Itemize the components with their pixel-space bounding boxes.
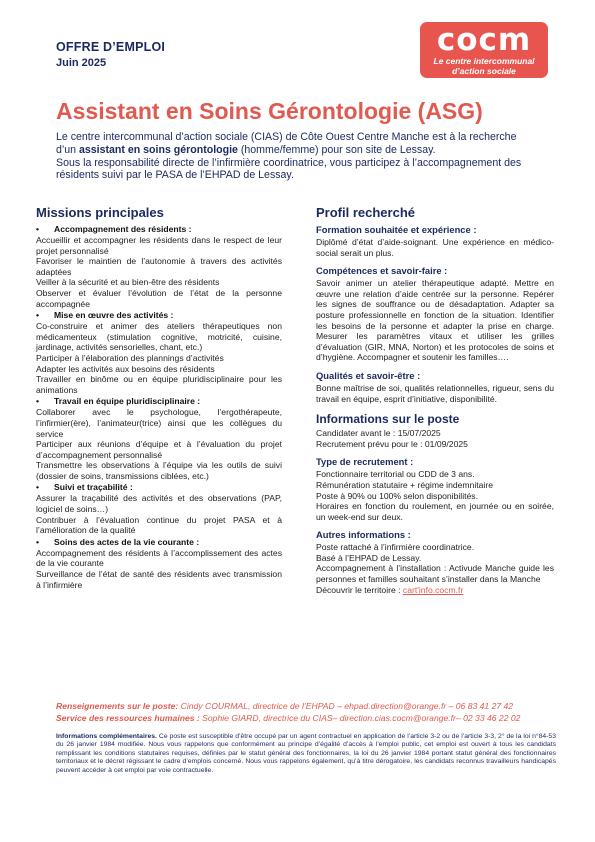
additional-info-label: Informations complémentaires.: [56, 733, 159, 740]
mission-item: Assurer la traçabilité des activités et des observations (PAP, logiciel de soins…): [36, 493, 282, 515]
bullet-icon: •: [36, 396, 40, 407]
other-info-title: Autres informations :: [316, 529, 411, 541]
mission-group-heading-text: Mise en œuvre des activités :: [54, 310, 174, 321]
job-info-title: Informations sur le poste: [316, 412, 460, 427]
mission-item: Contribuer à l’évaluation continue du projet PASA et à l’amélioration de la qualité: [36, 514, 282, 536]
territory-label: Découvrir le territoire :: [316, 584, 403, 595]
mission-group-heading-text: Soins des actes de la vie courante :: [54, 536, 200, 547]
logo-subtitle: [426, 57, 542, 76]
territory-line: [316, 585, 554, 596]
contact-hr-label: Service des ressources humaines :: [56, 712, 203, 723]
intro-line-2: Sous la responsabilité directe de l’infirmière coordinatrice, vous participez à l’accompagnement des résidents suivi par le PASA de l’EHPAD de Lessay.: [56, 156, 522, 182]
offer-date: Juin 2025: [56, 57, 107, 69]
qualites-title: Qualités et savoir-être :: [316, 369, 421, 381]
intro-text-1: Le centre intercommunal d’action sociale (CIAS) de Côte Ouest Centre Manche est à la recherche d’un: [56, 131, 517, 156]
intro-job-name: assistant en soins gérontologie: [78, 143, 238, 156]
offer-label: OFFRE D’EMPLOI: [56, 40, 166, 54]
bullet-icon: •: [36, 310, 40, 321]
other-info-lines: [316, 542, 554, 584]
contact-post-value[interactable]: Cindy COURMAL, directrice de l’EHPAD – ehpad.direction@orange.fr – 06 83 41 27 42: [180, 701, 514, 711]
application-deadline: Candidater avant le : 15/07/2025: [316, 428, 441, 439]
mission-item: Observer et évaluer l’évolution de l’état de la personne accompagnée: [36, 287, 282, 309]
missions-column: [36, 205, 282, 590]
missions-list: [36, 224, 282, 590]
mission-item: Participer aux réunions d’équipe et à l’évaluation du projet d’accompagnement personnalisé: [36, 439, 282, 460]
intro-paragraph: [56, 131, 526, 182]
mission-group-heading: [36, 396, 282, 407]
mission-group-heading: [36, 224, 282, 235]
recruitment-type-item: Horaires en fonction du roulement, en journée ou en soirée, un week-end sur deux.: [316, 501, 554, 522]
mission-group-heading: [36, 310, 282, 321]
cocm-logo: [420, 22, 548, 78]
intro-line-1: [56, 131, 526, 157]
start-date: Recrutement prévu pour le : 01/09/2025: [316, 438, 468, 449]
intro-text-2: (homme/femme) pour son site de Lessay.: [237, 143, 436, 156]
contact-hr: [56, 713, 556, 725]
competences-text: Savoir animer un atelier thérapeutique adapté. Mettre en œuvre une relation d’aide centrée sur la personne. Repérer les signes de souffrance ou de désadaptation. Adapter sa posture professionnelle en fonction de la situation. Identifier les besoins de la personne et adapter la prise en charge. Mesurer les paramètres vitaux et utiliser les grilles d’évaluation (GIR, MNA, Norton) et les protocoles de soins et d’hygiène. Accompagner et soutenir les familles….: [316, 278, 554, 363]
profile-title: Profil recherché: [316, 205, 415, 220]
mission-item: Adapter les activités aux besoins des résidents: [36, 363, 215, 374]
recruitment-type-title: Type de recrutement :: [316, 456, 414, 468]
contacts-block: [56, 701, 556, 724]
mission-item: Co-construire et animer des ateliers thérapeutiques non médicamenteux (stimulation cognitive, motricité, cuisine, jardinage, activités sensorielles, chant, etc.): [36, 321, 282, 353]
mission-group-heading-text: Travail en équipe pluridisciplinaire :: [54, 396, 201, 407]
job-title: Assistant en Soins Gérontologie (ASG): [56, 98, 483, 124]
recruitment-type-item: Rémunération statutaire + régime indemnitaire: [316, 479, 493, 490]
mission-item: Veiller à la sécurité et au bien-être des résidents: [36, 277, 220, 288]
logo-subtitle-line-1: Le centre intercommunal: [433, 56, 535, 66]
bullet-icon: •: [36, 536, 40, 547]
mission-group-heading: [36, 537, 282, 548]
mission-group-heading: [36, 482, 282, 493]
mission-item: Collaborer avec le psychologue, l’ergothérapeute, l’infirmier(ère), l’animateur(trice) ainsi que les collègues du service: [36, 407, 282, 439]
profile-column: [316, 205, 554, 595]
other-info-item: Poste rattaché à l’infirmière coordinatrice.: [316, 542, 475, 553]
mission-item: Favoriser le maintien de l’autonomie à travers des activités adaptées: [36, 256, 282, 277]
other-info-item: Accompagnement à l’installation : Activude Manche guide les personnes et familles souhaitant s’installer dans la Manche: [316, 563, 554, 585]
mission-group-heading-text: Accompagnement des résidents :: [54, 224, 192, 234]
contact-post-label: Renseignements sur le poste:: [56, 701, 181, 711]
formation-title: Formation souhaitée et expérience :: [316, 224, 477, 235]
additional-info: [56, 733, 556, 775]
recruitment-type-lines: [316, 469, 554, 522]
mission-item: Accompagnement des résidents à l’accomplissement des actes de la vie courante: [36, 547, 282, 569]
bullet-icon: •: [36, 224, 40, 234]
bullet-icon: •: [36, 482, 40, 493]
contact-post: [56, 701, 556, 713]
additional-info-text: Ce poste est susceptible d’être occupé par un agent contractuel en application de l’article 3-2 ou de l’article 3-3, 2° de la loi n°84-53 du 26 janvier 1984 modifiée. Nous vous rappelons que conformément au principe d’égalité d’accès à l’emploi public, cet emploi est ouvert à tous les candidats remplissant les conditions statutaires requises, définies par le statut général des fonctionnaires, la loi du 26 janvier 1984 portant statut général des fonctionnaires territoriaux et le décret régissant le cadre d’emplois concerné. Nous vous rappelons également, qu’à titre dérogatoire, les candidats reconnus travailleurs handicapés peuvent accéder à cet emploi par voie contractuelle.: [56, 733, 556, 774]
recruitment-type-item: Poste à 90% ou 100% selon disponibilités.: [316, 490, 478, 501]
logo-subtitle-line-2: d’action sociale: [452, 65, 516, 76]
logo-wordmark: cocm: [436, 22, 532, 58]
mission-item: Travailler en binôme ou en équipe pluridisciplinaire pour les animations: [36, 374, 282, 395]
formation-text: Diplômé d’état d’aide-soignant. Une expérience en médico-social serait un plus.: [316, 237, 554, 258]
mission-item: Accueillir et accompagner les résidents dans le respect de leur projet personnalisé: [36, 235, 282, 256]
mission-item: Transmettre les observations à l’équipe via les outils de suivi (dossier de soins, transmissions ciblées, etc.): [36, 460, 282, 481]
competences-title: Compétences et savoir-faire :: [316, 265, 448, 277]
territory-link[interactable]: cart'info.cocm.fr: [402, 584, 464, 595]
contact-hr-value[interactable]: Sophie GIARD, directrice du CIAS– direction.cias.cocm@orange.fr– 02 33 46 22 02: [202, 712, 521, 723]
other-info-item: Basé à l’EHPAD de Lessay.: [316, 552, 422, 563]
mission-item: Surveillance de l’état de santé des résidents avec transmission à l’infirmière: [36, 569, 282, 590]
qualites-text: Bonne maîtrise de soi, qualités relationnelles, rigueur, sens du travail en équipe, esprit d’initiative, disponibilité.: [316, 382, 554, 404]
mission-item: Participer à l’élaboration des plannings d’activités: [36, 352, 224, 363]
mission-group-heading-text: Suivi et traçabilité :: [54, 482, 133, 493]
missions-title: Missions principales: [36, 205, 164, 220]
recruitment-type-item: Fonctionnaire territorial ou CDD de 3 ans.: [316, 469, 475, 480]
